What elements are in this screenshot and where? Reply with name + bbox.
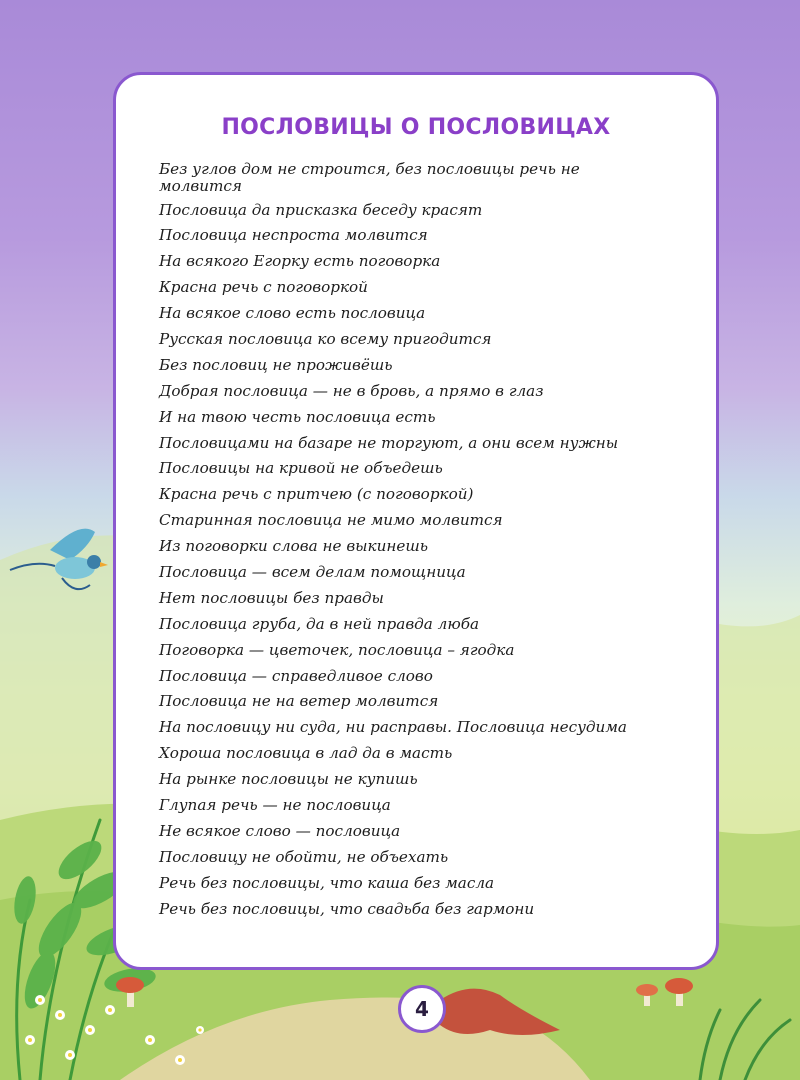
list-item: Добрая пословица — не в бровь, а прямо в глаз bbox=[159, 381, 544, 400]
list-item: Пословица груба, да в ней правда люба bbox=[159, 614, 480, 633]
list-item: Пословицы на кривой не объедешь bbox=[159, 459, 443, 478]
list-item: И на твою честь пословица есть bbox=[159, 407, 436, 426]
list-item: Пословица — справедливое слово bbox=[159, 666, 433, 685]
list-item: Хороша пословица в лад да в масть bbox=[159, 744, 453, 763]
list-item: Пословицу не обойти, не объехать bbox=[159, 847, 449, 866]
list-item: Без пословиц не проживёшь bbox=[159, 355, 393, 374]
list-item: Из поговорки слова не выкинешь bbox=[159, 537, 429, 556]
list-item: Поговорка — цветочек, пословица – ягодка bbox=[159, 640, 515, 659]
list-item: Красна речь с притчею (с поговоркой) bbox=[159, 485, 474, 504]
list-item: Пословицами на базаре не торгуют, а они всем нужны bbox=[159, 433, 619, 452]
list-item: На рынке пословицы не купишь bbox=[159, 770, 418, 789]
proverbs-card bbox=[113, 72, 719, 970]
list-item: Пословица да присказка беседу красят bbox=[159, 200, 483, 219]
list-item: Пословица неспроста молвится bbox=[159, 226, 428, 245]
page-number: 4 bbox=[398, 985, 446, 1033]
list-item: Пословица не на ветер молвится bbox=[159, 692, 439, 711]
list-item: Старинная пословица не мимо молвится bbox=[159, 511, 503, 530]
list-item: Глупая речь — не пословица bbox=[159, 795, 391, 814]
list-item: Красна речь с поговоркой bbox=[159, 278, 368, 297]
list-item: Без углов дом не строится, без пословицы речь не молвится bbox=[159, 160, 580, 195]
list-item: Русская пословица ко всему пригодится bbox=[159, 329, 492, 348]
list-item: Речь без пословицы, что свадьба без гармони bbox=[159, 899, 535, 918]
list-item: Не всякое слово — пословица bbox=[159, 821, 401, 840]
page-title: ПОСЛОВИЦЫ О ПОСЛОВИЦАХ bbox=[221, 115, 611, 140]
list-item: Речь без пословицы, что каша без масла bbox=[159, 873, 495, 892]
list-item: Нет пословицы без правды bbox=[159, 588, 384, 607]
list-item: На всякого Егорку есть поговорка bbox=[159, 252, 441, 271]
list-item: На пословицу ни суда, ни расправы. Пословица несудима bbox=[159, 718, 627, 737]
list-item: Пословица — всем делам помощница bbox=[159, 562, 466, 581]
proverb-list bbox=[159, 161, 699, 926]
list-item: На всякое слово есть пословица bbox=[159, 304, 426, 323]
